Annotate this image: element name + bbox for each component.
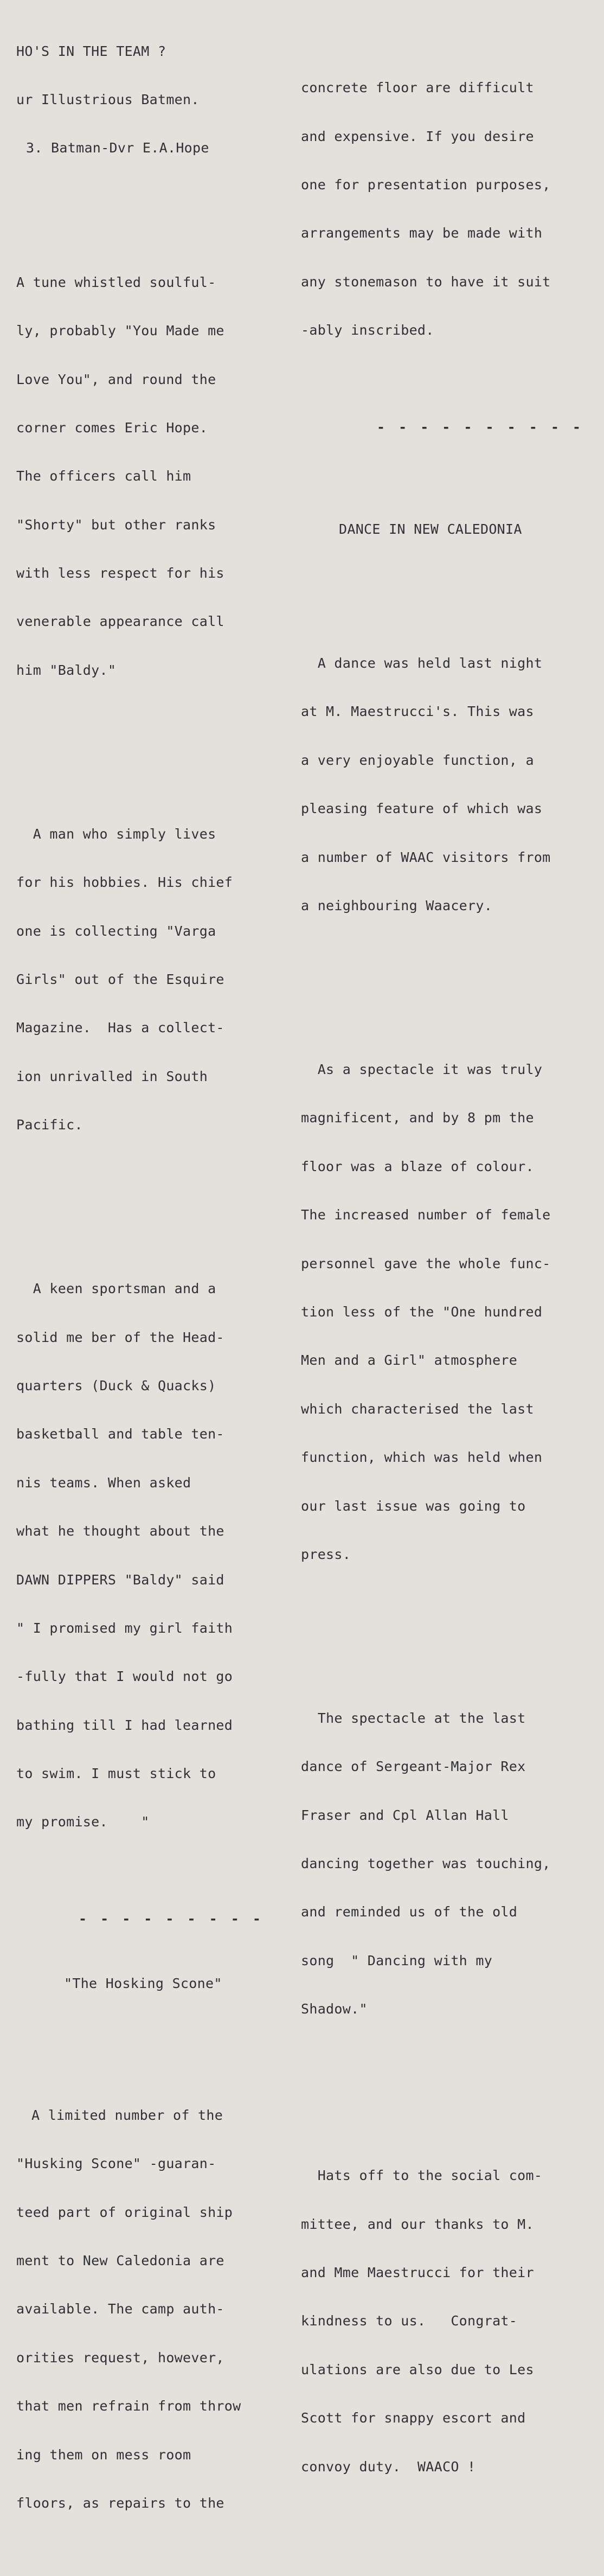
text-line: mittee, and our thanks to M. xyxy=(301,2216,534,2232)
paragraph-hosking-scone xyxy=(16,2075,277,2543)
left-column xyxy=(16,11,277,2576)
text-line: -fully that I would not go xyxy=(16,1669,233,1685)
text-line: venerable appearance call xyxy=(16,613,224,630)
paragraph-hobbies xyxy=(16,794,277,1165)
text-line: any stonemason to have it suit xyxy=(301,273,551,290)
text-line: Men and a Girl" atmosphere xyxy=(301,1352,518,1369)
text-line: The increased number of female xyxy=(301,1207,551,1223)
text-line: A keen sportsman and a xyxy=(16,1281,216,1297)
text-line: song " Dancing with my xyxy=(301,1952,493,1968)
text-line: arrangements may be made with xyxy=(301,225,543,241)
text-line: Magazine. Has a collect- xyxy=(16,1020,224,1036)
hosking-scone-title: "The Hosking Scone" xyxy=(64,1976,222,1992)
text-line: him "Baldy." xyxy=(16,662,117,678)
text-line: concrete floor are difficult xyxy=(301,80,534,96)
text-line: a number of WAAC visitors from xyxy=(301,849,551,865)
paragraph-last-dance xyxy=(301,1678,599,2049)
text-line: Shadow." xyxy=(301,2001,368,2017)
text-line: Love You", and round the xyxy=(16,371,216,387)
paragraph-continued xyxy=(301,48,599,371)
text-line: magnificent, and by 8 pm the xyxy=(301,1110,534,1126)
text-line: Fraser and Cpl Allan Hall xyxy=(301,1807,509,1823)
text-line: personnel gave the whole func- xyxy=(301,1255,551,1271)
text-line: kindness to us. Congrat- xyxy=(301,2313,518,2329)
text-line: tion less of the "One hundred xyxy=(301,1303,543,1320)
text-line: "Husking Scone" -guaran- xyxy=(16,2156,216,2172)
text-line: press. xyxy=(301,1546,351,1562)
text-line: what he thought about the xyxy=(16,1523,224,1539)
text-line: to swim. I must stick to xyxy=(16,1766,216,1782)
text-line: Pacific. xyxy=(16,1117,83,1133)
text-line: and Mme Maestrucci for their xyxy=(301,2264,534,2280)
text-line: a very enjoyable function, a xyxy=(301,752,534,768)
text-line: DAWN DIPPERS "Baldy" said xyxy=(16,1571,224,1588)
text-line: A tune whistled soulful- xyxy=(16,274,216,290)
text-line: ing them on mess room xyxy=(16,2446,191,2463)
text-line: available. The camp auth- xyxy=(16,2301,224,2317)
text-line: -ably inscribed. xyxy=(301,322,434,338)
text-line: solid me ber of the Head- xyxy=(16,1329,224,1345)
paragraph-intro xyxy=(16,242,277,711)
paragraph-spectacle xyxy=(301,1029,599,1595)
section-divider: - - - - - - - - - - xyxy=(377,419,583,435)
right-column xyxy=(301,15,599,2540)
section-header-line: ur Illustrious Batmen. xyxy=(16,91,200,107)
text-line: and expensive. If you desire xyxy=(301,128,534,144)
text-line: our last issue was going to xyxy=(301,1498,526,1514)
text-line: that men refrain from throw xyxy=(16,2398,241,2414)
text-line: A dance was held last night xyxy=(301,655,543,672)
paragraph-sportsman xyxy=(16,1249,277,1863)
text-line: my promise. " xyxy=(16,1814,150,1830)
text-line: Girls" out of the Esquire xyxy=(16,971,224,988)
text-line: The spectacle at the last xyxy=(301,1710,526,1726)
text-line: nis teams. When asked xyxy=(16,1474,191,1491)
text-line: orities request, however, xyxy=(16,2349,224,2366)
dance-article-title: DANCE IN NEW CALEDONIA xyxy=(339,521,522,537)
text-line: bathing till I had learned xyxy=(16,1717,233,1733)
text-line: with less respect for his xyxy=(16,565,224,581)
text-line: one is collecting "Varga xyxy=(16,923,216,939)
text-line: " I promised my girl faith xyxy=(16,1620,233,1636)
text-line: "Shorty" but other ranks xyxy=(16,516,216,533)
paragraph-hats-off xyxy=(301,2136,599,2507)
section-divider: - - - - - - - - - xyxy=(79,1911,264,1927)
text-line: ment to New Caledonia are xyxy=(16,2252,224,2268)
text-line: dancing together was touching, xyxy=(301,1856,551,1872)
text-line: corner comes Eric Hope. xyxy=(16,419,208,436)
text-line: The officers call him xyxy=(16,468,191,484)
text-line: A man who simply lives xyxy=(16,826,216,842)
text-line: which characterised the last xyxy=(301,1401,534,1417)
paragraph-dance-intro xyxy=(301,623,599,946)
text-line: floor was a blaze of colour. xyxy=(301,1158,534,1174)
section-header-line: HO'S IN THE TEAM ? xyxy=(16,43,166,59)
text-line: ly, probably "You Made me xyxy=(16,323,224,339)
text-line: pleasing feature of which was xyxy=(301,801,543,817)
text-line: A limited number of the xyxy=(31,2107,223,2123)
text-line: floors, as repairs to the xyxy=(16,2495,224,2511)
text-line: ion unrivalled in South xyxy=(16,1068,208,1084)
text-line: one for presentation purposes, xyxy=(301,176,551,193)
text-line: function, which was held when xyxy=(301,1449,543,1466)
section-header-line: 3. Batman-Dvr E.A.Hope xyxy=(26,140,209,156)
text-line: ulations are also due to Les xyxy=(301,2361,534,2377)
text-line: teed part of original ship xyxy=(16,2204,233,2220)
text-line: basketball and table ten- xyxy=(16,1426,224,1442)
text-line: dance of Sergeant-Major Rex xyxy=(301,1759,526,1775)
text-line: As a spectacle it was truly xyxy=(301,1062,543,1077)
text-line: a neighbouring Waacery. xyxy=(301,898,493,914)
text-line: at M. Maestrucci's. This was xyxy=(301,704,534,720)
text-line: and reminded us of the old xyxy=(301,1904,518,1920)
text-line: quarters (Duck & Quacks) xyxy=(16,1377,216,1394)
text-line: for his hobbies. His chief xyxy=(16,874,233,891)
text-line: convoy duty. WAACO ! xyxy=(301,2458,476,2475)
text-line: Hats off to the social com- xyxy=(301,2168,543,2184)
text-line: Scott for snappy escort and xyxy=(301,2410,526,2426)
